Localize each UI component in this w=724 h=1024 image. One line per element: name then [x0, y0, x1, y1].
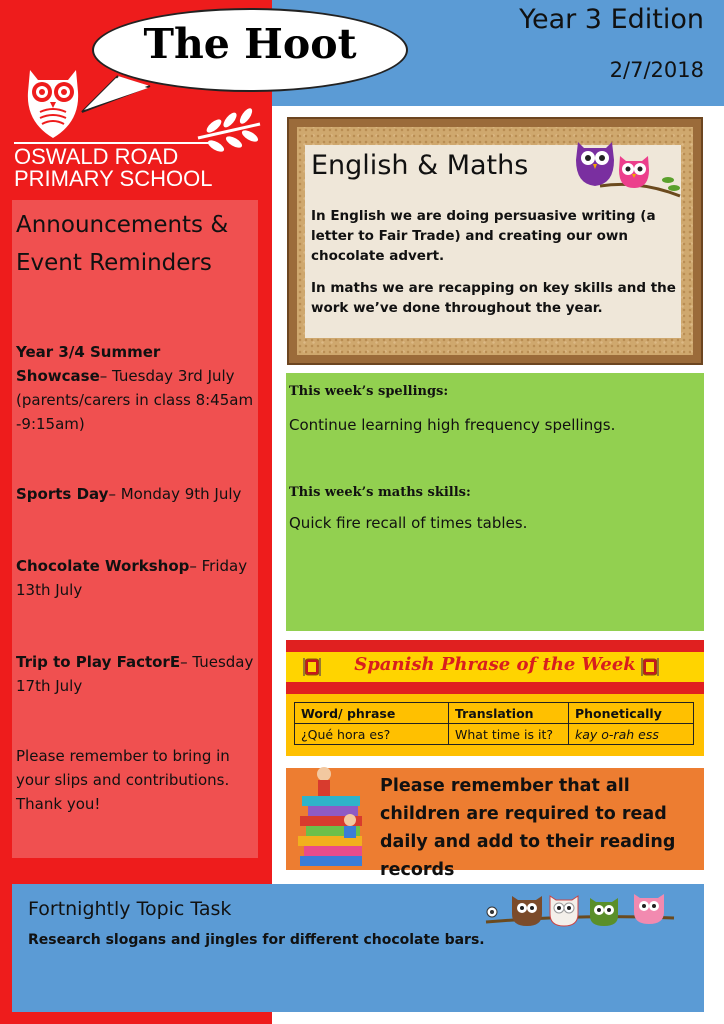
announcement-detail: – Tuesday 3rd July (parents/carers in class 8:45am -9:15am) [16, 367, 254, 433]
spellings-text: Continue learning high frequency spellings. [289, 416, 616, 434]
newsletter-title: The Hoot [143, 20, 357, 68]
column-header: Word/ phrase [295, 703, 449, 724]
owl-logo-icon [20, 62, 86, 142]
column-header: Translation [449, 703, 569, 724]
spellings-heading: This week’s spellings: [289, 384, 449, 399]
spellings-panel [286, 373, 704, 631]
english-paragraph: In English we are doing persuasive writing (a letter to Fair Trade) and creating our own chocolate advert. [311, 208, 656, 264]
table-header-row [295, 703, 694, 724]
announcement-event: Sports Day [16, 485, 109, 503]
announcement-item [16, 482, 256, 506]
maths-paragraph: In maths we are recapping on key skills and the work we’ve done throughout the year. [311, 280, 676, 316]
issue-date: 2/7/2018 [609, 58, 704, 82]
owls-on-branch-icon [482, 888, 678, 932]
spanish-title: Spanish Phrase of the Week [354, 654, 636, 675]
school-name-line1: OSWALD ROAD [14, 142, 210, 170]
table-row [295, 724, 694, 745]
phonetic-cell: kay o-rah ess [569, 724, 694, 745]
translation-cell: What time is it? [449, 724, 569, 745]
announcement-item [16, 650, 256, 698]
flag-stripe-bottom [286, 682, 704, 694]
phrase-table [294, 702, 694, 745]
flag-stripe-top [286, 640, 704, 652]
announcement-detail: – Monday 9th July [108, 485, 242, 503]
announcement-item [16, 340, 256, 436]
maths-skills-text: Quick fire recall of times tables. [289, 514, 528, 532]
english-maths-title: English & Maths [311, 150, 529, 181]
announcement-event: Trip to Play FactorE [16, 653, 181, 671]
owls-illustration-icon [570, 136, 686, 204]
announcement-item [16, 554, 256, 602]
announcement-event: Chocolate Workshop [16, 557, 190, 575]
school-name-line2: PRIMARY SCHOOL [14, 166, 213, 191]
edition-label: Year 3 Edition [519, 4, 704, 35]
books-stack-icon [294, 760, 374, 872]
column-header: Phonetically [569, 703, 694, 724]
announcements-title: Announcements & Event Reminders [16, 212, 229, 276]
announcement-reminder: Please remember to bring in your slips and contributions. Thank you! [16, 747, 230, 813]
announcement-event: Year 3/4 Summer Showcase [16, 343, 161, 385]
phrase-cell: ¿Qué hora es? [295, 724, 449, 745]
topic-task-text: Research slogans and jingles for different chocolate bars. [28, 932, 485, 948]
maths-skills-heading: This week’s maths skills: [289, 485, 471, 500]
reading-reminder: Please remember that all children are required to read daily and add to their reading records [380, 776, 676, 880]
topic-task-title: Fortnightly Topic Task [28, 898, 232, 920]
announcement-detail: – Friday 13th July [16, 557, 248, 599]
announcement-detail: – Tuesday 17th July [16, 653, 254, 695]
